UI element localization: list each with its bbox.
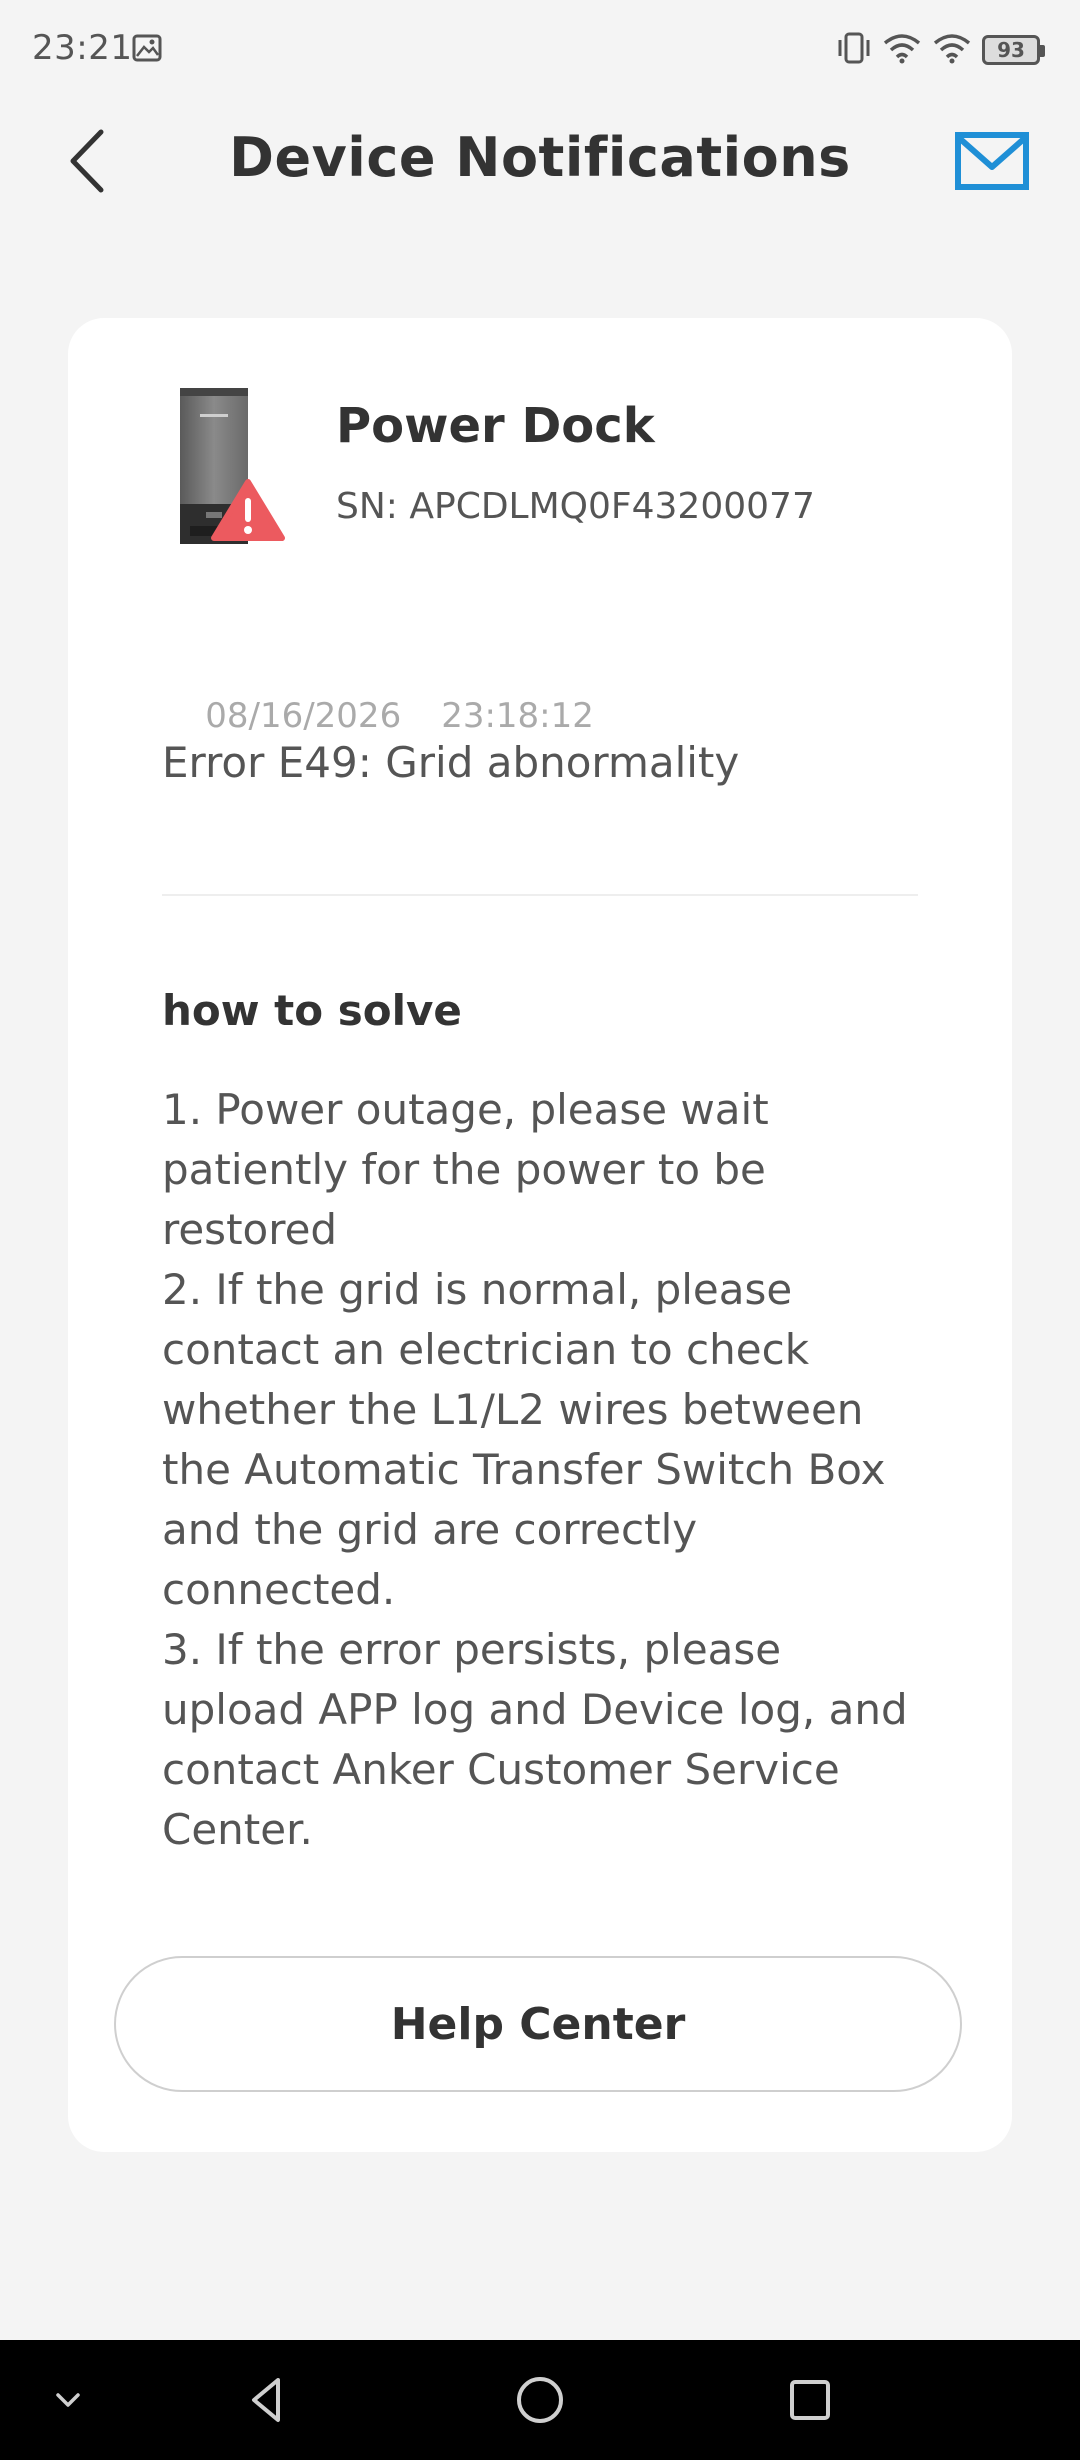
device-name: Power Dock bbox=[336, 398, 655, 454]
nav-back-button[interactable] bbox=[228, 2360, 308, 2440]
recents-square-icon bbox=[780, 2370, 840, 2430]
mail-icon bbox=[954, 131, 1030, 191]
status-time: 23:21 bbox=[32, 28, 133, 68]
device-serial-number: SN: APCDLMQ0F43200077 bbox=[336, 486, 815, 527]
notification-card bbox=[68, 318, 1012, 2152]
nav-home-button[interactable] bbox=[500, 2360, 580, 2440]
solution-step: 1. Power outage, please wait patiently for the power to be restored bbox=[162, 1085, 769, 1254]
navigation-bar bbox=[0, 2340, 1080, 2460]
home-circle-icon bbox=[510, 2370, 570, 2430]
nav-collapse-button[interactable] bbox=[28, 2360, 108, 2440]
battery-icon bbox=[982, 35, 1040, 65]
status-icons bbox=[836, 30, 1040, 70]
solution-heading: how to solve bbox=[162, 986, 462, 1035]
mail-button[interactable] bbox=[952, 128, 1032, 194]
notification-date: 08/16/2026 bbox=[205, 696, 402, 736]
solution-step: 2. If the grid is normal, please contact an electrician to check whether the L1/L2 wires between the Automatic Transfer Switch Box and the grid are correctly connected. bbox=[162, 1265, 886, 1614]
vibrate-icon bbox=[836, 31, 872, 69]
solution-step: 3. If the error persists, please upload APP log and Device log, and contact Anker Customer Service Center. bbox=[162, 1625, 908, 1854]
battery-level: 93 bbox=[997, 38, 1025, 62]
chevron-down-icon bbox=[48, 2380, 88, 2420]
device-image bbox=[170, 384, 290, 548]
notification-time: 23:18:12 bbox=[441, 696, 594, 736]
gallery-icon bbox=[132, 34, 162, 62]
nav-recents-button[interactable] bbox=[770, 2360, 850, 2440]
divider bbox=[162, 894, 918, 896]
back-triangle-icon bbox=[238, 2370, 298, 2430]
solution-steps bbox=[162, 1080, 922, 1860]
status-bar bbox=[0, 0, 1080, 100]
wifi-icon bbox=[882, 32, 922, 68]
page-title: Device Notifications bbox=[229, 126, 851, 189]
help-center-button[interactable]: Help Center bbox=[114, 1956, 962, 2092]
wifi-icon bbox=[932, 32, 972, 68]
error-message: Error E49: Grid abnormality bbox=[162, 738, 740, 787]
header bbox=[0, 110, 1080, 210]
